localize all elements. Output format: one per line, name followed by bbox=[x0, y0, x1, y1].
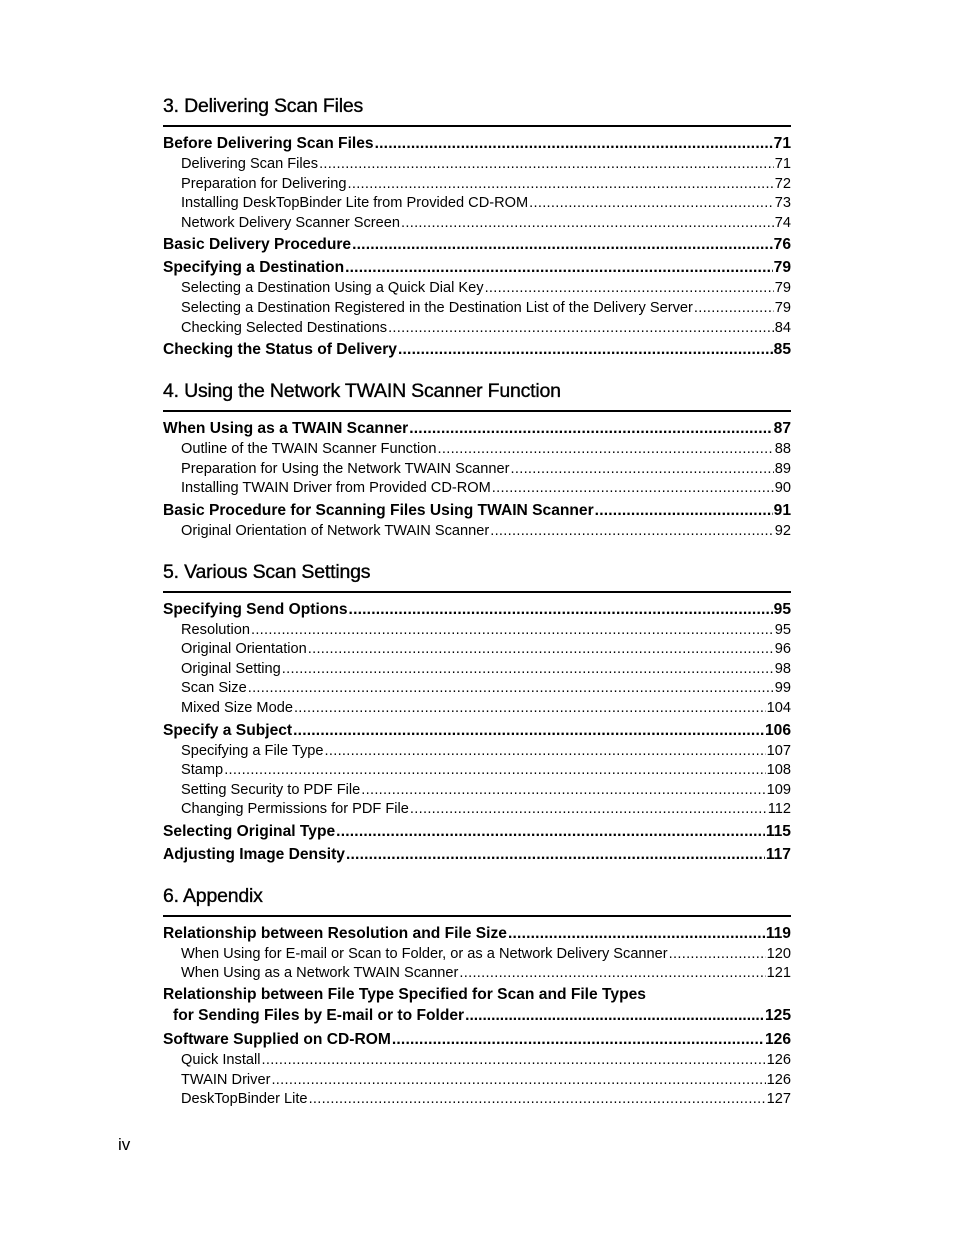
dot-leader bbox=[669, 945, 766, 965]
entry-page: 79 bbox=[774, 299, 791, 316]
entry-page: 120 bbox=[766, 945, 791, 962]
entry-page: 90 bbox=[774, 480, 791, 497]
entry-page: 95 bbox=[774, 621, 791, 638]
dot-leader bbox=[352, 233, 773, 256]
dot-leader bbox=[261, 1051, 765, 1071]
entry-page: 112 bbox=[767, 801, 791, 818]
entry-title: Specifying Send Options bbox=[163, 600, 348, 618]
toc-entry[interactable] bbox=[163, 233, 791, 256]
chapter-spacer bbox=[163, 371, 791, 379]
toc-subentry[interactable] bbox=[163, 479, 791, 499]
toc-subentry[interactable] bbox=[163, 1051, 791, 1071]
toc-subentry[interactable] bbox=[163, 460, 791, 480]
entry-page: 71 bbox=[773, 135, 791, 152]
entry-title: Specifying a Destination bbox=[163, 259, 345, 277]
entry-title: Mixed Size Mode bbox=[181, 699, 293, 716]
entry-title: Original Orientation bbox=[181, 641, 307, 658]
entry-title: Selecting Original Type bbox=[163, 822, 336, 840]
entry-title: Original Setting bbox=[181, 660, 281, 677]
dot-leader bbox=[694, 299, 774, 319]
entry-title: Relationship between File Type Specified for Scan and File Types bbox=[163, 986, 646, 1004]
toc-entry[interactable] bbox=[163, 417, 791, 440]
entry-page: 79 bbox=[774, 280, 791, 297]
toc-entry[interactable] bbox=[163, 719, 791, 742]
dot-leader bbox=[345, 256, 773, 279]
entry-title: Outline of the TWAIN Scanner Function bbox=[181, 441, 437, 458]
entry-page: 87 bbox=[773, 420, 791, 438]
entry-page: 98 bbox=[774, 660, 791, 677]
entry-title: Installing TWAIN Driver from Provided CD-ROM bbox=[181, 480, 491, 497]
toc-subentry[interactable] bbox=[163, 1090, 791, 1110]
entry-title: When Using as a Network TWAIN Scanner bbox=[181, 965, 459, 982]
entry-page: 99 bbox=[774, 680, 791, 697]
dot-leader bbox=[309, 1090, 766, 1110]
toc-entry[interactable] bbox=[163, 132, 791, 155]
dot-leader bbox=[271, 1071, 765, 1091]
dot-leader bbox=[392, 1028, 764, 1051]
entry-page: 104 bbox=[766, 699, 791, 716]
toc-entry[interactable] bbox=[163, 338, 791, 361]
entry-title: Adjusting Image Density bbox=[163, 845, 345, 863]
entry-title: Quick Install bbox=[181, 1052, 261, 1069]
dot-leader bbox=[511, 460, 774, 480]
entry-title: Network Delivery Scanner Screen bbox=[181, 214, 400, 231]
entry-title-continuation: for Sending Files by E-mail or to Folder bbox=[173, 1007, 465, 1025]
toc-subentry[interactable] bbox=[163, 279, 791, 299]
entry-page: 121 bbox=[766, 965, 791, 982]
entry-page: 89 bbox=[774, 460, 791, 477]
dot-leader bbox=[401, 214, 774, 234]
chapter-title: 6. Appendix bbox=[163, 884, 263, 907]
chapter-title: 5. Various Scan Settings bbox=[163, 560, 371, 583]
entry-continuation bbox=[163, 1005, 791, 1026]
entry-title: Scan Size bbox=[181, 680, 247, 697]
entry-title: Basic Delivery Procedure bbox=[163, 236, 352, 254]
entry-page: 73 bbox=[774, 195, 791, 212]
entry-title: Installing DeskTopBinder Lite from Provided CD-ROM bbox=[181, 195, 529, 212]
dot-leader bbox=[492, 479, 774, 499]
entry-page: 95 bbox=[773, 600, 791, 618]
entry-title: Selecting a Destination Registered in the Destination List of the Delivery Server bbox=[181, 299, 693, 316]
entry-title: DeskTopBinder Lite bbox=[181, 1091, 308, 1108]
toc-subentry[interactable] bbox=[163, 742, 791, 762]
toc-entry[interactable] bbox=[163, 922, 791, 945]
page-folio: iv bbox=[118, 1135, 131, 1154]
dot-leader bbox=[349, 598, 773, 621]
dot-leader bbox=[529, 194, 774, 214]
entry-title: Delivering Scan Files bbox=[181, 156, 319, 172]
dot-leader bbox=[294, 699, 766, 719]
entry-title: Setting Security to PDF File bbox=[181, 781, 361, 798]
dot-leader bbox=[248, 679, 774, 699]
toc-subentry[interactable] bbox=[163, 964, 791, 984]
chapter-spacer bbox=[163, 552, 791, 560]
toc-subentry[interactable] bbox=[163, 699, 791, 719]
dot-leader bbox=[308, 640, 774, 660]
entry-title: When Using for E-mail or Scan to Folder, or as a Network Delivery Scanner bbox=[181, 945, 668, 962]
dot-leader bbox=[336, 820, 765, 843]
entry-title: Relationship between Resolution and File Size bbox=[163, 924, 507, 942]
entry-page: 88 bbox=[774, 441, 791, 458]
table-of-contents bbox=[163, 94, 791, 1120]
entry-title: Selecting a Destination Using a Quick Dial Key bbox=[181, 280, 484, 297]
chapter-4 bbox=[163, 379, 791, 541]
chapter-rule bbox=[163, 125, 791, 127]
entry-title: Specifying a File Type bbox=[181, 742, 324, 759]
toc-subentry[interactable] bbox=[163, 1071, 791, 1091]
dot-leader bbox=[465, 1005, 764, 1026]
entry-page: 91 bbox=[773, 501, 791, 519]
toc-entry[interactable] bbox=[163, 499, 791, 522]
toc-subentry[interactable] bbox=[163, 621, 791, 641]
toc-subentry[interactable] bbox=[163, 640, 791, 660]
toc-entry[interactable] bbox=[163, 843, 791, 866]
dot-leader bbox=[346, 843, 765, 866]
toc-subentry[interactable] bbox=[163, 761, 791, 781]
entry-page: 109 bbox=[766, 781, 791, 798]
entry-title: TWAIN Driver bbox=[181, 1071, 271, 1088]
toc-subentry[interactable] bbox=[163, 800, 791, 820]
entry-page: 115 bbox=[765, 822, 791, 840]
toc-subentry[interactable] bbox=[163, 440, 791, 460]
chapter-spacer bbox=[163, 876, 791, 884]
dot-leader bbox=[595, 499, 773, 522]
entry-page: 96 bbox=[774, 641, 791, 658]
toc-subentry[interactable] bbox=[163, 660, 791, 680]
entry-page: 76 bbox=[773, 236, 791, 254]
dot-leader bbox=[375, 132, 773, 155]
entry-title: Stamp bbox=[181, 762, 224, 779]
entry-page: 84 bbox=[774, 319, 791, 336]
entry-title: When Using as a TWAIN Scanner bbox=[163, 420, 409, 438]
chapter-3 bbox=[163, 94, 791, 361]
toc-subentry[interactable] bbox=[163, 299, 791, 319]
entry-page: 117 bbox=[765, 845, 791, 863]
toc-subentry[interactable] bbox=[163, 175, 791, 195]
chapter-rule bbox=[163, 915, 791, 917]
chapter-6 bbox=[163, 884, 791, 1110]
dot-leader bbox=[347, 175, 773, 195]
entry-page: 119 bbox=[765, 924, 791, 942]
toc-subentry[interactable] bbox=[163, 214, 791, 234]
dot-leader bbox=[459, 964, 765, 984]
dot-leader bbox=[361, 781, 765, 801]
entry-page: 74 bbox=[774, 214, 791, 231]
entry-page: 106 bbox=[764, 721, 791, 739]
entry-page: 125 bbox=[764, 1007, 791, 1025]
entry-page: 126 bbox=[766, 1052, 791, 1069]
chapter-rule bbox=[163, 410, 791, 412]
chapter-rule bbox=[163, 591, 791, 593]
dot-leader bbox=[224, 761, 765, 781]
entry-page: 107 bbox=[766, 742, 791, 759]
toc-entry-multiline[interactable] bbox=[163, 984, 791, 1025]
chapter-title: 3. Delivering Scan Files bbox=[163, 95, 364, 117]
toc-entry[interactable] bbox=[163, 820, 791, 843]
entry-title: Preparation for Delivering bbox=[181, 175, 347, 192]
entry-title: Checking the Status of Delivery bbox=[163, 341, 397, 359]
entry-title: Software Supplied on CD-ROM bbox=[163, 1031, 391, 1049]
toc-subentry[interactable] bbox=[163, 945, 791, 965]
dot-leader bbox=[410, 800, 767, 820]
dot-leader bbox=[490, 522, 774, 542]
entry-page: 92 bbox=[774, 522, 791, 539]
toc-subentry[interactable] bbox=[163, 781, 791, 801]
toc-entry[interactable] bbox=[163, 1028, 791, 1051]
entry-page: 126 bbox=[766, 1071, 791, 1088]
dot-leader bbox=[251, 621, 774, 641]
entry-title: Specify a Subject bbox=[163, 721, 293, 739]
dot-leader bbox=[388, 319, 774, 339]
entry-page: 72 bbox=[774, 175, 791, 192]
entry-page: 108 bbox=[766, 762, 791, 779]
dot-leader bbox=[282, 660, 774, 680]
entry-title: Checking Selected Destinations bbox=[181, 319, 388, 336]
entry-page: 79 bbox=[773, 259, 791, 277]
entry-title: Preparation for Using the Network TWAIN Scanner bbox=[181, 460, 510, 477]
dot-leader bbox=[485, 279, 774, 299]
toc-subentry[interactable] bbox=[163, 194, 791, 214]
dot-leader bbox=[293, 719, 764, 742]
toc-entry[interactable] bbox=[163, 598, 791, 621]
entry-page: 85 bbox=[773, 341, 791, 359]
toc-subentry[interactable] bbox=[163, 679, 791, 699]
entry-page: 126 bbox=[764, 1031, 791, 1049]
toc-entry[interactable] bbox=[163, 256, 791, 279]
dot-leader bbox=[398, 338, 773, 361]
chapter-title: 4. Using the Network TWAIN Scanner Function bbox=[163, 380, 561, 403]
entry-title: Before Delivering Scan Files bbox=[163, 135, 374, 152]
entry-title: Original Orientation of Network TWAIN Scanner bbox=[181, 522, 490, 539]
entry-title: Basic Procedure for Scanning Files Using TWAIN Scanner bbox=[163, 501, 594, 519]
toc-subentry[interactable] bbox=[163, 319, 791, 339]
dot-leader bbox=[409, 417, 772, 440]
dot-leader bbox=[325, 742, 766, 762]
toc-subentry[interactable] bbox=[163, 155, 791, 175]
entry-title: Resolution bbox=[181, 621, 250, 638]
entry-page: 127 bbox=[766, 1091, 791, 1108]
dot-leader bbox=[508, 922, 765, 945]
entry-title: Changing Permissions for PDF File bbox=[181, 801, 409, 818]
dot-leader bbox=[438, 440, 774, 460]
dot-leader bbox=[319, 155, 774, 175]
toc-subentry[interactable] bbox=[163, 522, 791, 542]
chapter-5 bbox=[163, 560, 791, 866]
entry-page: 71 bbox=[774, 156, 791, 172]
